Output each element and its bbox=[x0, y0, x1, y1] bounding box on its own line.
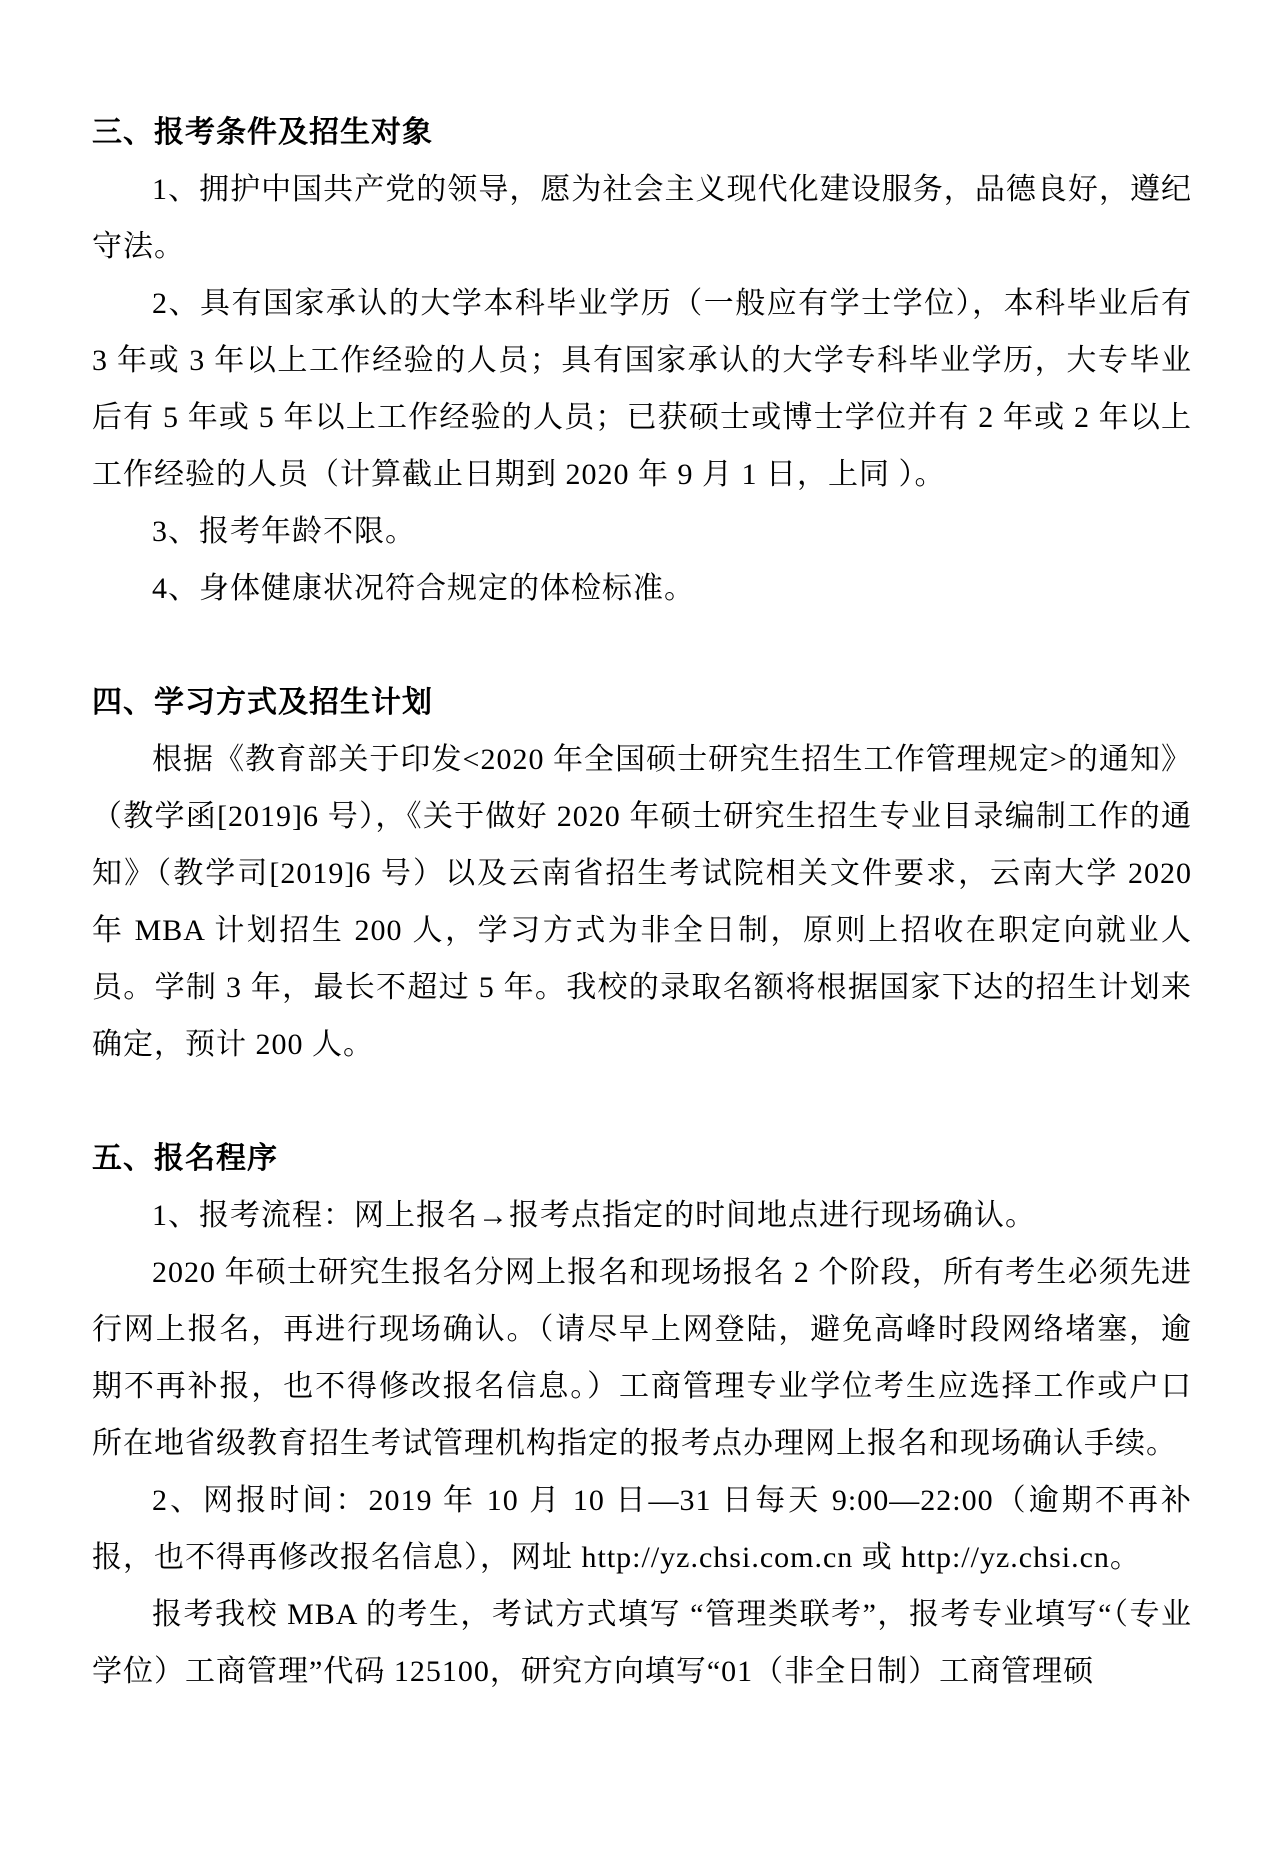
paragraph-condition-4: 4、身体健康状况符合规定的体检标准。 bbox=[152, 572, 695, 605]
paragraph-study-mode-plan: 根据《教育部关于印发<2020 年全国硕士研究生招生工作管理规定>的通知》（教学函[2019]6 号），《关于做好 2020 年硕士研究生招生专业目录编制工作的通知》（教学司[2019]6 号）以及云南省招生考试院相关文件要求，云南大学 2020 年 MBA 计划招生 200 人，学习方式为非全日制，原则上招收在职定向就业人员。学制 3 年，最长不超过 5 年。我校的录取名额将根据国家下达的招生计划来确定，预计 200 人。 bbox=[92, 743, 1192, 1061]
paragraph-condition-1: 1、拥护中国共产党的领导，愿为社会主义现代化建设服务，品德良好，遵纪守法。 bbox=[92, 173, 1192, 263]
section-heading-registration-procedure: 五、报名程序 bbox=[92, 1142, 278, 1175]
section-registration-procedure bbox=[92, 1130, 1192, 1700]
paragraph-online-registration-time: 2、网报时间：2019 年 10 月 10 日—31 日每天 9:00—22:00（逾期不再补报，也不得再修改报名信息），网址 http://yz.chsi.com.cn 或 http://yz.chsi.cn。 bbox=[92, 1484, 1192, 1574]
section-application-conditions bbox=[92, 104, 1192, 617]
paragraph-registration-flow: 1、报考流程：网上报名→报考点指定的时间地点进行现场确认。 bbox=[152, 1199, 1036, 1232]
paragraph-condition-3: 3、报考年龄不限。 bbox=[152, 515, 416, 548]
section-study-mode-and-plan bbox=[92, 674, 1192, 1073]
section-heading-study-mode-and-plan: 四、学习方式及招生计划 bbox=[92, 686, 433, 719]
section-heading-application-conditions: 三、报考条件及招生对象 bbox=[92, 116, 433, 149]
paragraph-registration-stages: 2020 年硕士研究生报名分网上报名和现场报名 2 个阶段，所有考生必须先进行网上报名，再进行现场确认。（请尽早上网登陆，避免高峰时段网络堵塞，逾期不再补报，也不得修改报名信息。）工商管理专业学位考生应选择工作或户口所在地省级教育招生考试管理机构指定的报考点办理网上报名和现场确认手续。 bbox=[92, 1256, 1192, 1460]
paragraph-condition-2: 2、具有国家承认的大学本科毕业学历（一般应有学士学位），本科毕业后有 3 年或 3 年以上工作经验的人员；具有国家承认的大学专科毕业学历，大专毕业后有 5 年或 5 年以上工作经验的人员；已获硕士或博士学位并有 2 年或 2 年以上工作经验的人员（计算截止日期到 2020 年 9 月 1 日，上同 ）。 bbox=[92, 287, 1192, 491]
paragraph-exam-form-instructions: 报考我校 MBA 的考生，考试方式填写 “管理类联考”，报考专业填写“（专业学位）工商管理”代码 125100，研究方向填写“01（非全日制）工商管理硕 bbox=[92, 1598, 1192, 1688]
